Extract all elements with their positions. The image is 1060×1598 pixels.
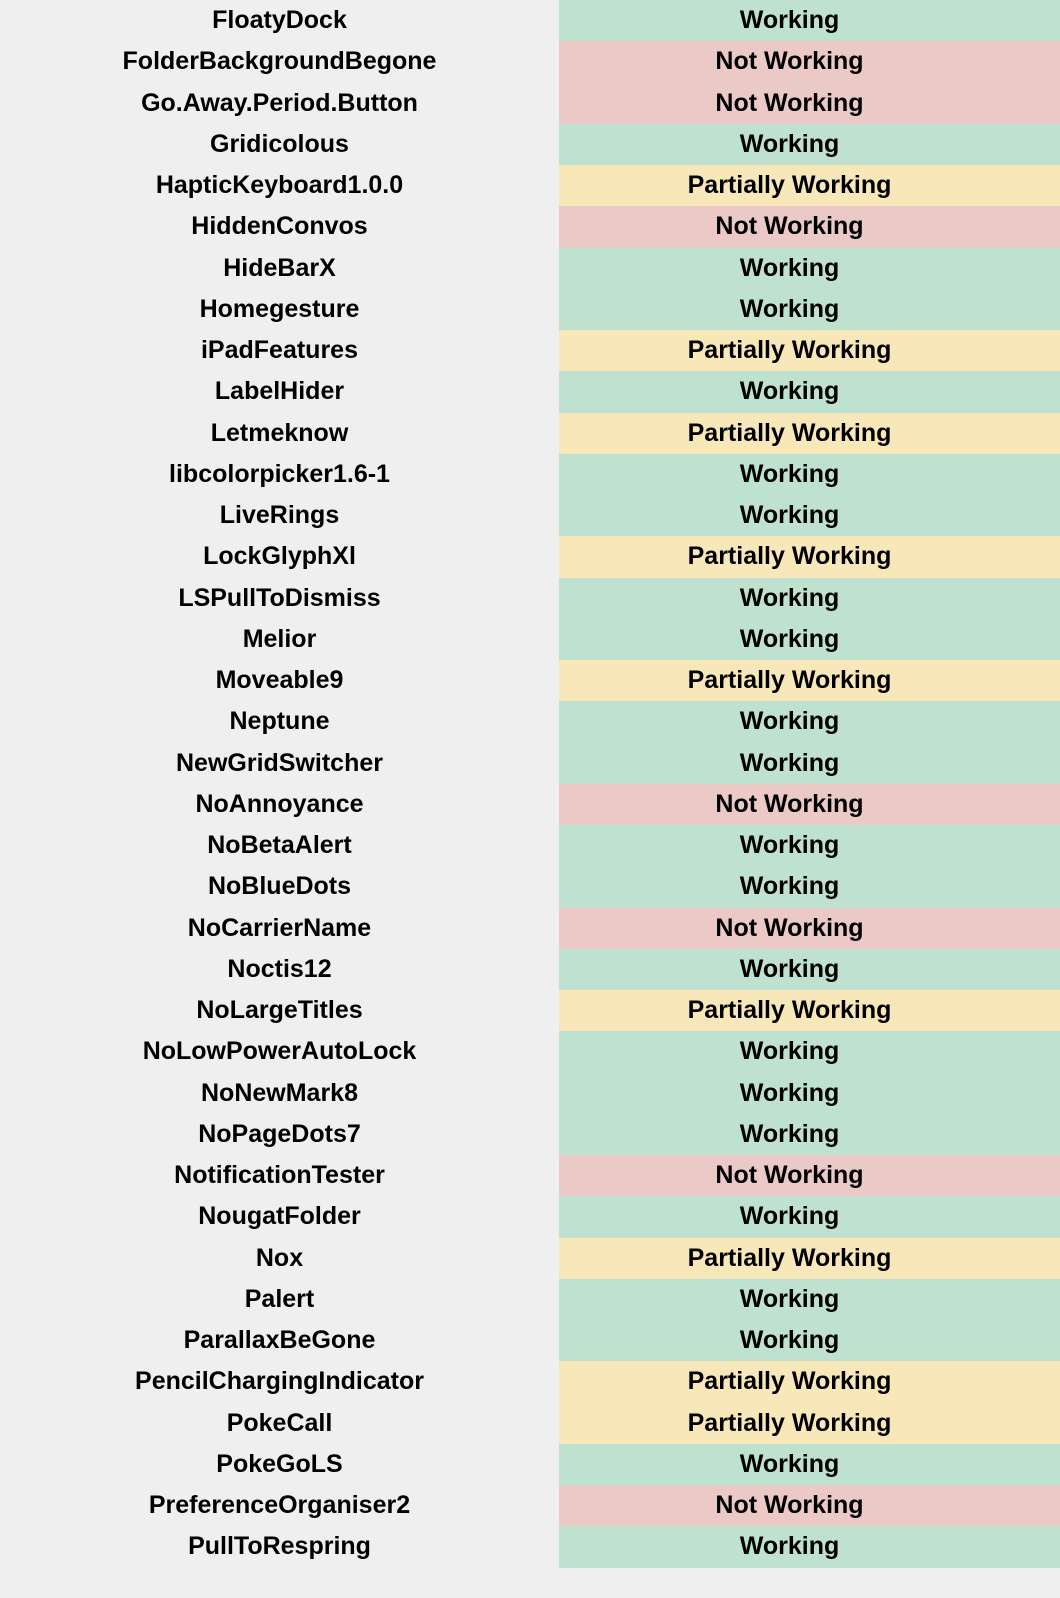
status-cell[interactable]: Working: [559, 0, 1060, 41]
table-row: [0, 949, 1060, 990]
table-row: [0, 330, 1060, 371]
tweak-name-cell[interactable]: NewGridSwitcher: [0, 743, 559, 784]
table-row: [0, 701, 1060, 742]
tweak-name-cell[interactable]: Go.Away.Period.Button: [0, 83, 559, 124]
status-cell[interactable]: Working: [559, 1031, 1060, 1072]
status-cell[interactable]: Partially Working: [559, 660, 1060, 701]
table-row: [0, 165, 1060, 206]
tweak-name-cell[interactable]: LSPullToDismiss: [0, 578, 559, 619]
status-cell[interactable]: Not Working: [559, 1155, 1060, 1196]
status-cell[interactable]: Working: [559, 1196, 1060, 1237]
table-row: [0, 371, 1060, 412]
status-cell[interactable]: Not Working: [559, 908, 1060, 949]
status-cell[interactable]: Partially Working: [559, 165, 1060, 206]
tweak-name-cell[interactable]: NoAnnoyance: [0, 784, 559, 825]
status-cell[interactable]: Working: [559, 1073, 1060, 1114]
table-row: [0, 1073, 1060, 1114]
table-row: [0, 413, 1060, 454]
table-row: [0, 83, 1060, 124]
tweak-name-cell[interactable]: PreferenceOrganiser2: [0, 1485, 559, 1526]
tweak-name-cell[interactable]: ParallaxBeGone: [0, 1320, 559, 1361]
table-row: [0, 1444, 1060, 1485]
table-row: [0, 536, 1060, 577]
status-cell[interactable]: Working: [559, 825, 1060, 866]
table-row: [0, 825, 1060, 866]
table-row: [0, 743, 1060, 784]
tweak-name-cell[interactable]: Noctis12: [0, 949, 559, 990]
tweak-name-cell[interactable]: Homegesture: [0, 289, 559, 330]
table-row: [0, 289, 1060, 330]
table-row: [0, 908, 1060, 949]
table-row: [0, 1196, 1060, 1237]
status-cell[interactable]: Not Working: [559, 83, 1060, 124]
tweak-name-cell[interactable]: NougatFolder: [0, 1196, 559, 1237]
status-cell[interactable]: Working: [559, 1444, 1060, 1485]
tweak-name-cell[interactable]: NoCarrierName: [0, 908, 559, 949]
status-cell[interactable]: Working: [559, 1279, 1060, 1320]
tweak-name-cell[interactable]: FloatyDock: [0, 0, 559, 41]
status-cell[interactable]: Working: [559, 1114, 1060, 1155]
table-row: [0, 1361, 1060, 1402]
table-row: [0, 619, 1060, 660]
status-cell[interactable]: Working: [559, 495, 1060, 536]
table-row: [0, 1526, 1060, 1567]
tweak-name-cell[interactable]: Neptune: [0, 701, 559, 742]
table-row: [0, 248, 1060, 289]
tweak-name-cell[interactable]: HiddenConvos: [0, 206, 559, 247]
tweak-name-cell[interactable]: Letmeknow: [0, 413, 559, 454]
tweak-name-cell[interactable]: Palert: [0, 1279, 559, 1320]
tweak-name-cell[interactable]: NoPageDots7: [0, 1114, 559, 1155]
tweak-name-cell[interactable]: NoBlueDots: [0, 866, 559, 907]
table-row: [0, 1155, 1060, 1196]
table-row: [0, 1031, 1060, 1072]
tweak-name-cell[interactable]: HapticKeyboard1.0.0: [0, 165, 559, 206]
table-row: [0, 124, 1060, 165]
tweak-name-cell[interactable]: LockGlyphXl: [0, 536, 559, 577]
status-cell[interactable]: Working: [559, 1320, 1060, 1361]
tweak-name-cell[interactable]: PencilChargingIndicator: [0, 1361, 559, 1402]
status-cell[interactable]: Partially Working: [559, 1403, 1060, 1444]
tweak-name-cell[interactable]: FolderBackgroundBegone: [0, 41, 559, 82]
tweak-name-cell[interactable]: NotificationTester: [0, 1155, 559, 1196]
tweak-name-cell[interactable]: NoLargeTitles: [0, 990, 559, 1031]
table-row: [0, 1114, 1060, 1155]
table-row: [0, 660, 1060, 701]
status-cell[interactable]: Working: [559, 454, 1060, 495]
status-cell[interactable]: Partially Working: [559, 413, 1060, 454]
tweak-name-cell[interactable]: Moveable9: [0, 660, 559, 701]
status-cell[interactable]: Working: [559, 578, 1060, 619]
status-cell[interactable]: Partially Working: [559, 1361, 1060, 1402]
status-cell[interactable]: Working: [559, 124, 1060, 165]
status-cell[interactable]: Not Working: [559, 784, 1060, 825]
table-row: [0, 578, 1060, 619]
status-cell[interactable]: Not Working: [559, 206, 1060, 247]
table-row: [0, 1485, 1060, 1526]
tweak-name-cell[interactable]: iPadFeatures: [0, 330, 559, 371]
tweak-name-cell[interactable]: Melior: [0, 619, 559, 660]
table-row: [0, 206, 1060, 247]
tweak-name-cell[interactable]: PokeCall: [0, 1403, 559, 1444]
table-row: [0, 454, 1060, 495]
tweak-name-cell[interactable]: Nox: [0, 1238, 559, 1279]
status-cell[interactable]: Partially Working: [559, 990, 1060, 1031]
status-cell[interactable]: Partially Working: [559, 1238, 1060, 1279]
table-row: [0, 784, 1060, 825]
status-cell[interactable]: Partially Working: [559, 536, 1060, 577]
tweak-name-cell[interactable]: PullToRespring: [0, 1526, 559, 1567]
table-row: [0, 1279, 1060, 1320]
status-cell[interactable]: Partially Working: [559, 330, 1060, 371]
table-row: [0, 0, 1060, 41]
status-cell[interactable]: Not Working: [559, 41, 1060, 82]
tweak-name-cell[interactable]: Gridicolous: [0, 124, 559, 165]
table-row: [0, 1320, 1060, 1361]
status-cell[interactable]: Working: [559, 866, 1060, 907]
status-cell[interactable]: Working: [559, 619, 1060, 660]
tweak-name-cell[interactable]: NoNewMark8: [0, 1073, 559, 1114]
tweak-name-cell[interactable]: libcolorpicker1.6-1: [0, 454, 559, 495]
table-row: [0, 1403, 1060, 1444]
status-cell[interactable]: Working: [559, 743, 1060, 784]
tweak-name-cell[interactable]: LiveRings: [0, 495, 559, 536]
table-row: [0, 41, 1060, 82]
status-cell[interactable]: Working: [559, 701, 1060, 742]
table-row: [0, 990, 1060, 1031]
status-cell[interactable]: Working: [559, 371, 1060, 412]
status-cell[interactable]: Working: [559, 289, 1060, 330]
status-cell[interactable]: Not Working: [559, 1485, 1060, 1526]
tweak-name-cell[interactable]: NoLowPowerAutoLock: [0, 1031, 559, 1072]
status-cell[interactable]: Working: [559, 248, 1060, 289]
table-row: [0, 866, 1060, 907]
tweak-name-cell[interactable]: PokeGoLS: [0, 1444, 559, 1485]
tweak-name-cell[interactable]: NoBetaAlert: [0, 825, 559, 866]
status-cell[interactable]: Working: [559, 949, 1060, 990]
table-row: [0, 495, 1060, 536]
tweak-name-cell[interactable]: HideBarX: [0, 248, 559, 289]
table-row: [0, 1238, 1060, 1279]
status-cell[interactable]: Working: [559, 1526, 1060, 1567]
tweak-name-cell[interactable]: LabelHider: [0, 371, 559, 412]
